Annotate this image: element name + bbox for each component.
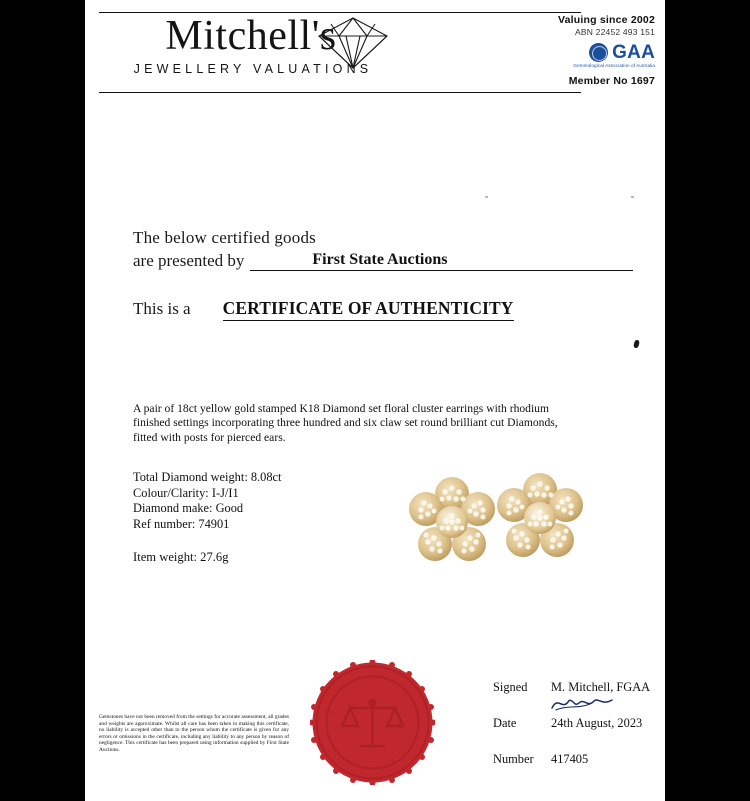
item-description: A pair of 18ct yellow gold stamped K18 Diamond set floral cluster earrings with rhodium finished settings incorporating three hundred and six claw set round brilliant cut Diamonds, fitted with posts for pierced ears.	[133, 402, 558, 444]
scan-artifact-dot-right	[631, 196, 634, 198]
presented-by-label: are presented by	[133, 251, 245, 270]
date-label: Date	[493, 716, 517, 730]
abn-text: ABN 22452 493 151	[575, 27, 655, 37]
scan-artifact-dot-left	[485, 196, 488, 198]
header-credentials	[465, 14, 655, 87]
item-weight: Item weight: 27.6g	[133, 550, 229, 564]
certificate-header	[85, 0, 665, 100]
signed-value: M. Mitchell, FGAA	[551, 680, 651, 694]
signature-mark	[548, 692, 616, 714]
brand-name: Mitchell's	[165, 13, 337, 59]
item-specs	[133, 470, 281, 532]
signed-label: Signed	[493, 680, 528, 694]
date-row	[493, 716, 668, 731]
brand-subtitle: JEWELLERY VALUATIONS	[133, 62, 373, 76]
valuing-since-text: Valuing since 2002	[558, 14, 655, 26]
presented-line-2	[133, 250, 633, 271]
spec-diamond-make: Diamond make: Good	[133, 501, 244, 516]
presented-by-field	[250, 250, 633, 271]
spec-ref-number: Ref number: 74901	[133, 516, 230, 531]
presented-by-value: First State Auctions	[312, 251, 448, 268]
number-row	[493, 752, 668, 767]
this-is-a-label: This is a	[133, 299, 191, 318]
diamond-icon	[313, 14, 393, 77]
presented-line-1: The below certified goods	[133, 228, 316, 247]
spec-colour-clarity: Colour/Clarity: I-J/I1	[133, 485, 239, 500]
header-rule-bottom	[99, 92, 581, 93]
disclaimer-text: Gemstones have not been removed from the settings for accurate assessment, all grades and weights are approximate. Whilst all care has been taken in making this certificate, no liability is accepted other than to the person whom the certificate is given for any errors or omissions in the certificate, including any liability to any person by reason of negligence. This certificate has been prepared using information supplied by First State Auctions.	[99, 714, 289, 753]
signoff-block	[493, 680, 668, 788]
member-number: Member No 1697	[568, 75, 655, 87]
certificate-page	[85, 0, 665, 801]
certificate-title-block	[133, 298, 514, 321]
gaa-label: GAA	[612, 42, 655, 63]
earrings-photo	[380, 470, 640, 580]
scan-artifact-mark	[633, 339, 640, 348]
presented-by-block	[133, 228, 633, 271]
number-label: Number	[493, 752, 534, 766]
number-value: 417405	[551, 752, 589, 766]
date-value: 24th August, 2023	[551, 716, 643, 730]
gaa-seal-icon	[589, 43, 608, 62]
spec-total-diamond-weight: Total Diamond weight: 8.08ct	[133, 470, 282, 484]
gaa-caption: Gemmological Association of Australia	[573, 63, 655, 68]
company-seal	[310, 660, 435, 785]
gaa-badge	[465, 43, 655, 62]
certificate-title: CERTIFICATE OF AUTHENTICITY	[223, 298, 514, 321]
signed-row	[493, 680, 668, 695]
